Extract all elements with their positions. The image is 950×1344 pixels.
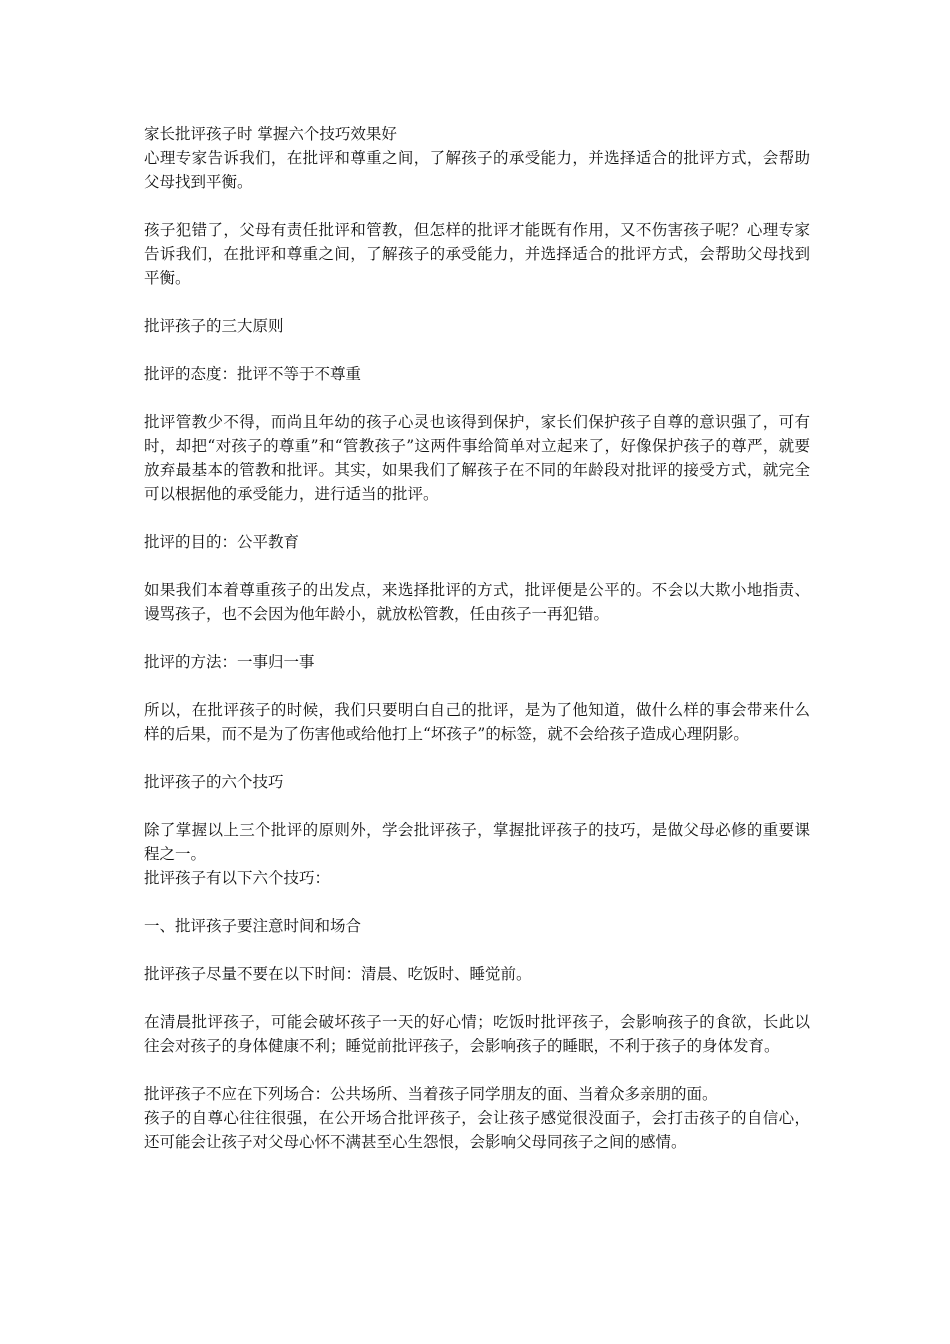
paragraph-places: 批评孩子不应在下列场合：公共场所、当着孩子同学朋友的面、当着众多亲朋的面。: [144, 1085, 718, 1103]
subheading-technique-1: 一、批评孩子要注意时间和场合: [144, 917, 362, 935]
paragraph-places-detail: 孩子的自尊心往往很强，在公开场合批评孩子，会让孩子感觉很没面子，会打击孩子的自信心，还可能会让孩子对父母心怀不满甚至心生怨恨，会影响父母同孩子之间的感情。: [144, 1109, 810, 1151]
heading-techniques: 批评孩子的六个技巧: [144, 773, 284, 791]
subheading-purpose: 批评的目的：公平教育: [144, 533, 300, 551]
subheading-attitude: 批评的态度：批评不等于不尊重: [144, 365, 362, 383]
paragraph-times-detail: 在清晨批评孩子，可能会破坏孩子一天的好心情；吃饭时批评孩子，会影响孩子的食欲，长此以往会对孩子的身体健康不利；睡觉前批评孩子，会影响孩子的睡眠，不利于孩子的身体发育。: [144, 1013, 810, 1055]
paragraph-techniques-intro: 除了掌握以上三个批评的原则外，学会批评孩子，掌握批评孩子的技巧，是做父母必修的重要课程之一。: [144, 821, 810, 863]
document-body: [144, 122, 810, 1154]
paragraph-purpose: 如果我们本着尊重孩子的出发点，来选择批评的方式，批评便是公平的。不会以大欺小地指责、谩骂孩子，也不会因为他年龄小，就放松管教，任由孩子一再犯错。: [144, 581, 810, 623]
paragraph-intro: 心理专家告诉我们，在批评和尊重之间，了解孩子的承受能力，并选择适合的批评方式，会帮助父母找到平衡。: [144, 149, 810, 191]
heading-principles: 批评孩子的三大原则: [144, 317, 284, 335]
paragraph-problem: 孩子犯错了，父母有责任批评和管教，但怎样的批评才能既有作用，又不伤害孩子呢？心理专家告诉我们，在批评和尊重之间，了解孩子的承受能力，并选择适合的批评方式，会帮助父母找到平衡。: [144, 221, 810, 287]
paragraph-times: 批评孩子尽量不要在以下时间：清晨、吃饭时、睡觉前。: [144, 965, 532, 983]
paragraph-method: 所以，在批评孩子的时候，我们只要明白自己的批评，是为了他知道，做什么样的事会带来什么样的后果，而不是为了伤害他或给他打上“坏孩子”的标签，就不会给孩子造成心理阴影。: [144, 701, 810, 743]
paragraph-techniques-list-intro: 批评孩子有以下六个技巧：: [144, 869, 331, 887]
subheading-method: 批评的方法：一事归一事: [144, 653, 315, 671]
document-title: 家长批评孩子时 掌握六个技巧效果好: [144, 125, 397, 143]
paragraph-attitude: 批评管教少不得，而尚且年幼的孩子心灵也该得到保护，家长们保护孩子自尊的意识强了，可有时，却把“对孩子的尊重”和“管教孩子”这两件事给简单对立起来了，好像保护孩子的尊严，就要放弃最基本的管教和批评。其实，如果我们了解孩子在不同的年龄段对批评的接受方式，就完全可以根据他的承受能力，进行适当的批评。: [144, 413, 810, 503]
